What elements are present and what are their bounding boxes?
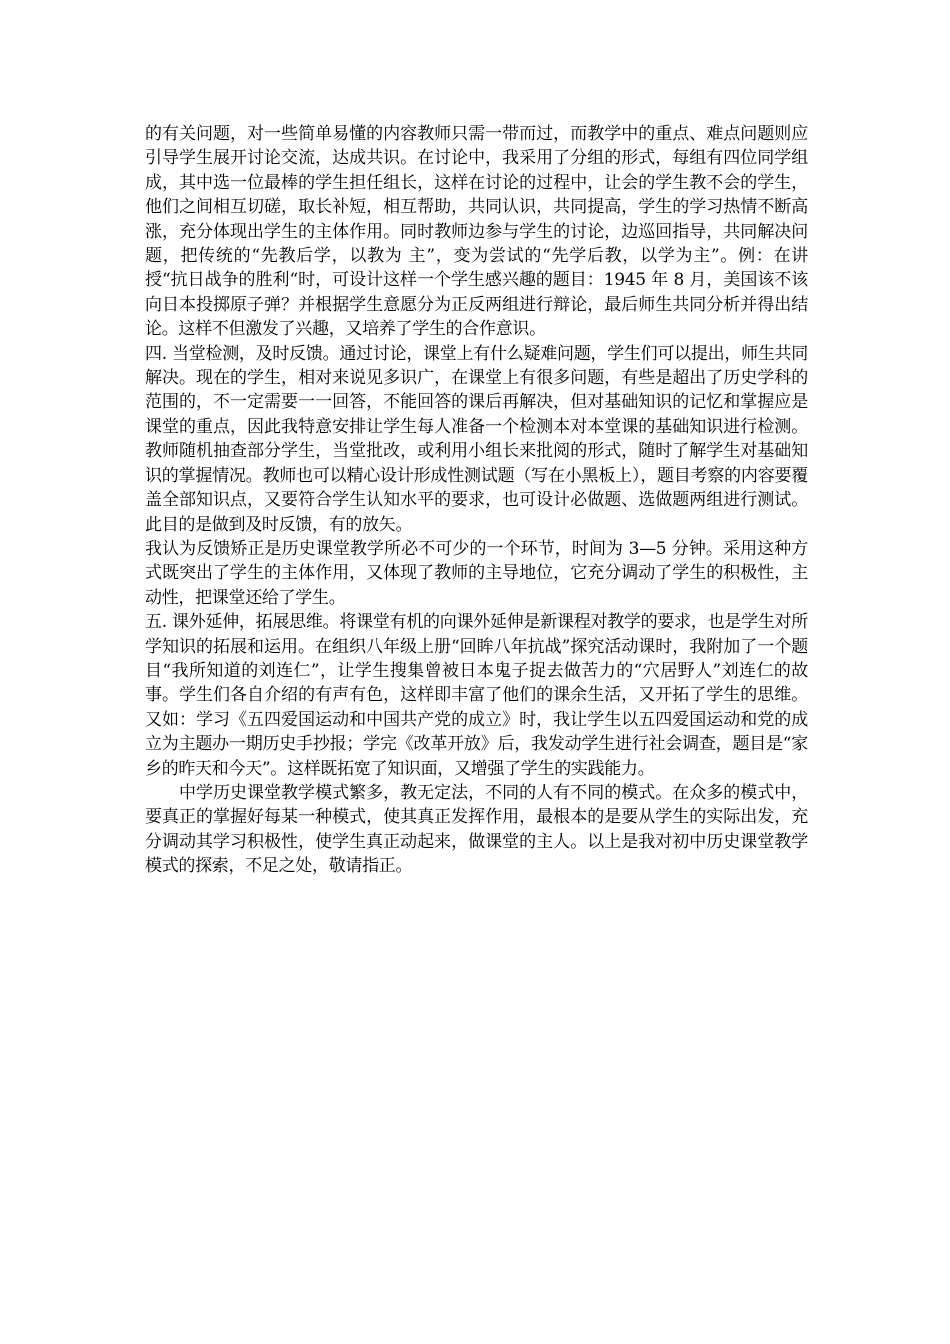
paragraph-section-five: 五. 课外延伸，拓展思维。将课堂有机的向课外延伸是新课程对教学的要求，也是学生对所学知识的拓展和运用。在组织八年级上册“回眸八年抗战”探究活动课时，我附加了一个题目“我所知道的刘连仁”，让学生搜集曾被日本鬼子捉去做苦力的“穴居野人”刘连仁的故事。学生们各自介绍的有声有色，这样即丰富了他们的课余生活，又开拓了学生的思维。又如：学习《五四爱国运动和中国共产党的成立》时，我让学生以五四爱国运动和党的成立为主题办一期历史手抄报；学完《改革开放》后，我发动学生进行社会调查，题目是“家乡的昨天和今天”。这样既拓宽了知识面，又增强了学生的实践能力。	[145, 612, 808, 779]
paragraph-conclusion: 中学历史课堂教学模式繁多，教无定法，不同的人有不同的模式。在众多的模式中，要真正的掌握好每某一种模式，使其真正发挥作用，最根本的是要从学生的实际出发，充分调动其学习积极性，使学生真正动起来，做课堂的主人。以上是我对初中历史课堂教学模式的探索，不足之处，敬请指正。	[145, 782, 808, 877]
document-page	[145, 122, 808, 879]
paragraph-section-four: 四. 当堂检测，及时反馈。通过讨论，课堂上有什么疑难问题，学生们可以提出，师生共同解决。现在的学生，相对来说见多识广，在课堂上有很多问题，有些是超出了历史学科的范围的，不一定需要一一回答，不能回答的课后再解决，但对基础知识的记忆和掌握应是课堂的重点，因此我特意安排让学生每人准备一个检测本对本堂课的基础知识进行检测。教师随机抽查部分学生，当堂批改，或利用小组长来批阅的形式，随时了解学生对基础知识的掌握情况。教师也可以精心设计形成性测试题（写在小黑板上），题目考察的内容要覆盖全部知识点，又要符合学生认知水平的要求，也可设计必做题、选做题两组进行测试。此目的是做到及时反馈，有的放矢。	[145, 343, 808, 535]
paragraph-feedback: 我认为反馈矫正是历史课堂教学所必不可少的一个环节，时间为 3—5 分钟。采用这种方式既突出了学生的主体作用，又体现了教师的主导地位，它充分调动了学生的积极性，主动性，把课堂还给了学生。	[145, 538, 808, 608]
paragraph-discussion: 的有关问题，对一些简单易懂的内容教师只需一带而过，而教学中的重点、难点问题则应引导学生展开讨论交流，达成共识。在讨论中，我采用了分组的形式，每组有四位同学组成，其中选一位最棒的学生担任组长，这样在讨论的过程中，让会的学生教不会的学生，他们之间相互切磋，取长补短，相互帮助，共同认识，共同提高，学生的学习热情不断高涨，充分体现出学生的主体作用。同时教师边参与学生的讨论，边巡回指导，共同解决问题，把传统的“先教后学，以教为 主”，变为尝试的“先学后教，以学为主”。例：在讲授“抗日战争的胜利“时，可设计这样一个学生感兴趣的题目：1945 年 8 月，美国该不该向日本投掷原子弹？并根据学生意愿分为正反两组进行辩论，最后师生共同分析并得出结论。这样不但激发了兴趣，又培养了学生的合作意识。	[145, 124, 808, 340]
